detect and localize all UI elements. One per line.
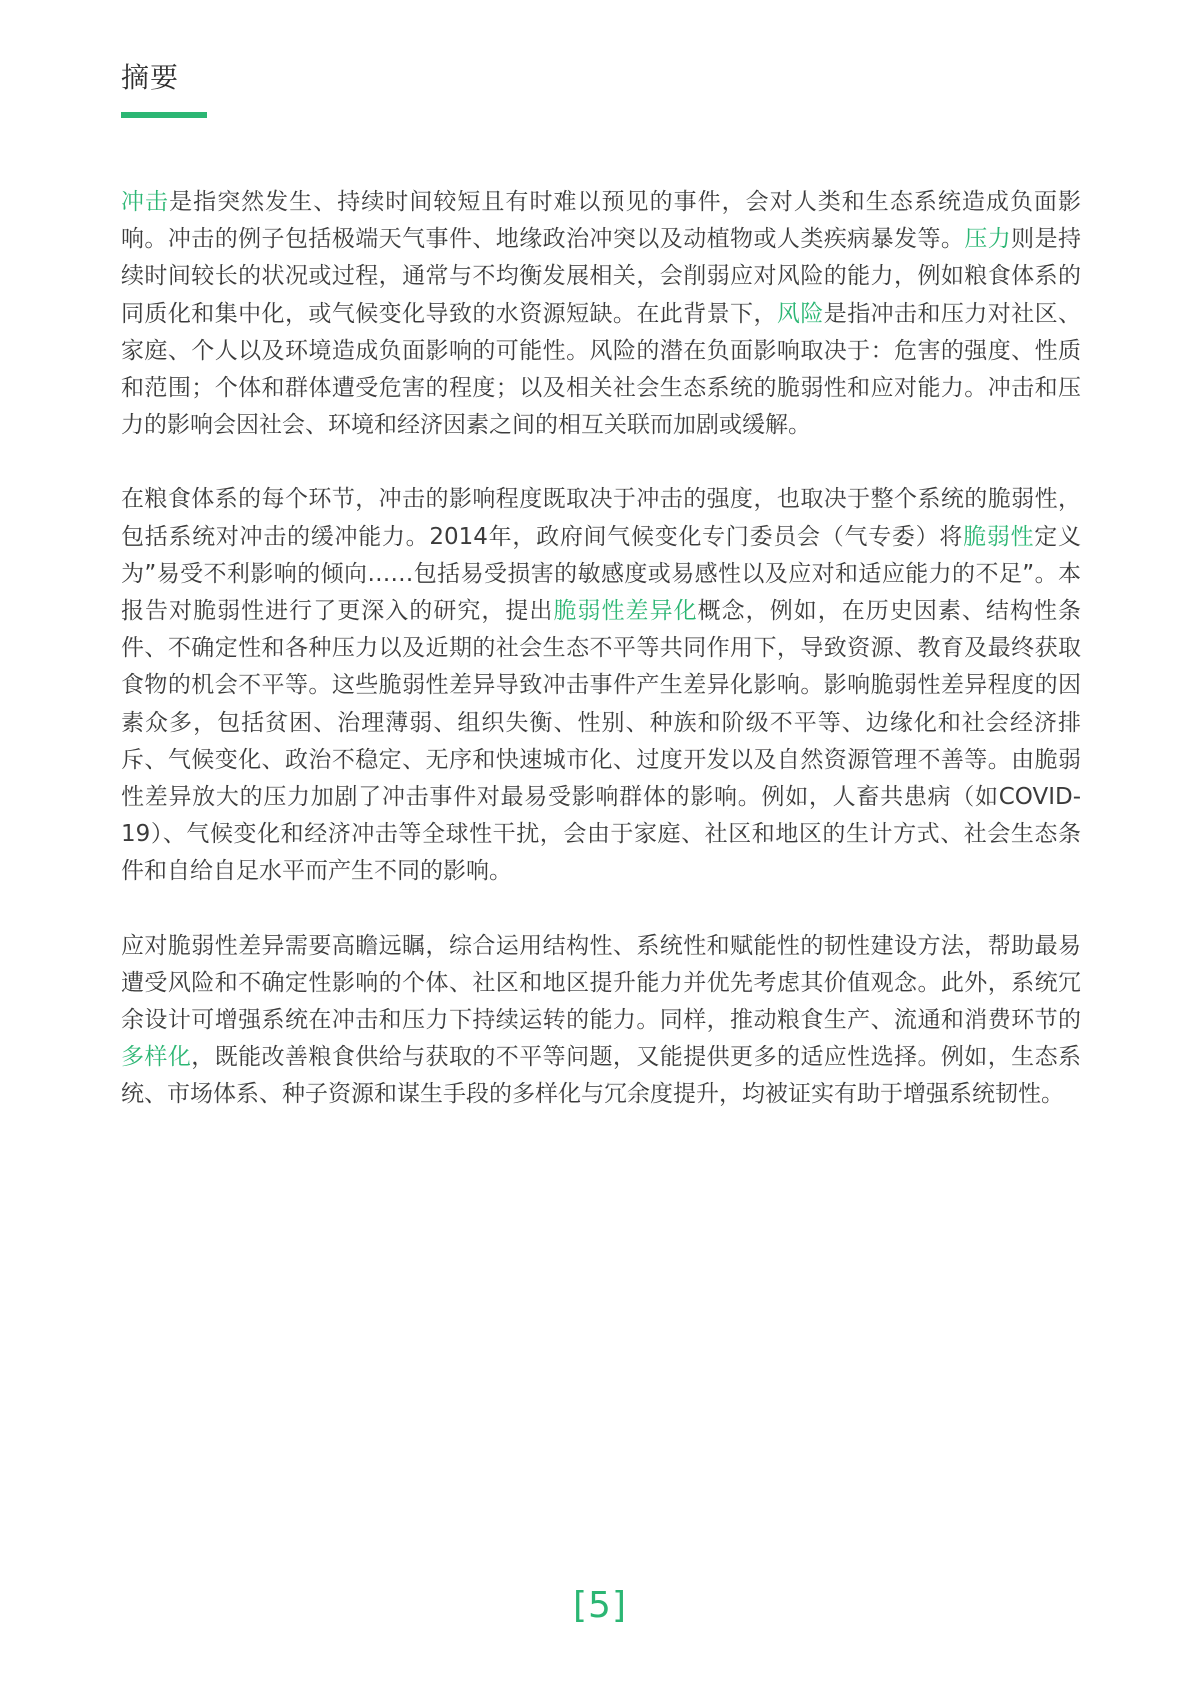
paragraph-1	[121, 184, 1081, 444]
paragraph-text: 概念，例如，在历史因素、结构性条件、不确定性和各种压力以及近期的社会生态不平等共同作用下，导致资源、教育及最终获取食物的机会不平等。这些脆弱性差异导致冲击事件产生差异化影响。影响脆弱性差异程度的因素众多，包括贫困、治理薄弱、组织失衡、性别、种族和阶级不平等、边缘化和社会经济排斥、气候变化、政治不稳定、无序和快速城市化、过度开发以及自然资源管理不善等。由脆弱性差异放大的压力加剧了冲击事件对最易受影响群体的影响。例如，人畜共患病（如COVID-19）、气候变化和经济冲击等全球性干扰，会由于家庭、社区和地区的生计方式、社会生态条件和自给自足水平而产生不同的影响。	[121, 598, 1082, 885]
paragraph-2	[121, 481, 1081, 890]
highlighted-term: 多样化	[121, 1044, 192, 1071]
paragraph-3	[121, 928, 1081, 1114]
paragraph-text: 则是持续时间较长的状况或过程，通常与不均衡发展相关，会削弱应对风险的能力，例如粮食体系的同质化和集中化，或气候变化导致的水资源短缺。在此背景下，	[121, 226, 1082, 327]
body-text	[121, 184, 1081, 1151]
paragraph-text: 是指冲击和压力对社区、家庭、个人以及环境造成负面影响的可能性。风险的潜在负面影响取决于：危害的强度、性质和范围；个体和群体遭受危害的程度；以及相关社会生态系统的脆弱性和应对能力。冲击和压力的影响会因社会、环境和经济因素之间的相互关联而加剧或缓解。	[121, 300, 1082, 439]
page-number: [5]	[573, 1585, 627, 1626]
heading-underline	[121, 112, 207, 118]
section-heading: 摘要	[121, 61, 180, 94]
paragraph-text: 应对脆弱性差异需要高瞻远瞩，综合运用结构性、系统性和赋能性的韧性建设方法，帮助最易遭受风险和不确定性影响的个体、社区和地区提升能力并优先考虑其价值观念。此外，系统冗余设计可增强系统在冲击和压力下持续运转的能力。同样，推动粮食生产、流通和消费环节的	[121, 932, 1081, 1034]
highlighted-term: 风险	[776, 300, 824, 327]
highlighted-term: 脆弱性	[963, 523, 1035, 550]
paragraph-text: 是指突然发生、持续时间较短且有时难以预见的事件，会对人类和生态系统造成负面影响。冲击的例子包括极端天气事件、地缘政治冲突以及动植物或人类疾病暴发等。	[121, 189, 1082, 253]
highlighted-term: 冲击	[121, 189, 170, 215]
highlighted-term: 压力	[964, 226, 1012, 253]
paragraph-text: ，既能改善粮食供给与获取的不平等问题，又能提供更多的适应性选择。例如，生态系统、市场体系、种子资源和谋生手段的多样化与冗余度提升，均被证实有助于增强系统韧性。	[121, 1044, 1082, 1108]
highlighted-term: 脆弱性差异化	[553, 598, 698, 625]
paragraph-text: 在粮食体系的每个环节，冲击的影响程度既取决于冲击的强度，也取决于整个系统的脆弱性，包括系统对冲击的缓冲能力。2014年，政府间气候变化专门委员会（气专委）将	[121, 486, 1081, 550]
paragraph-text: 定义为”易受不利影响的倾向……包括易受损害的敏感度或易感性以及应对和适应能力的不足”。本报告对脆弱性进行了更深入的研究，提出	[121, 523, 1082, 625]
